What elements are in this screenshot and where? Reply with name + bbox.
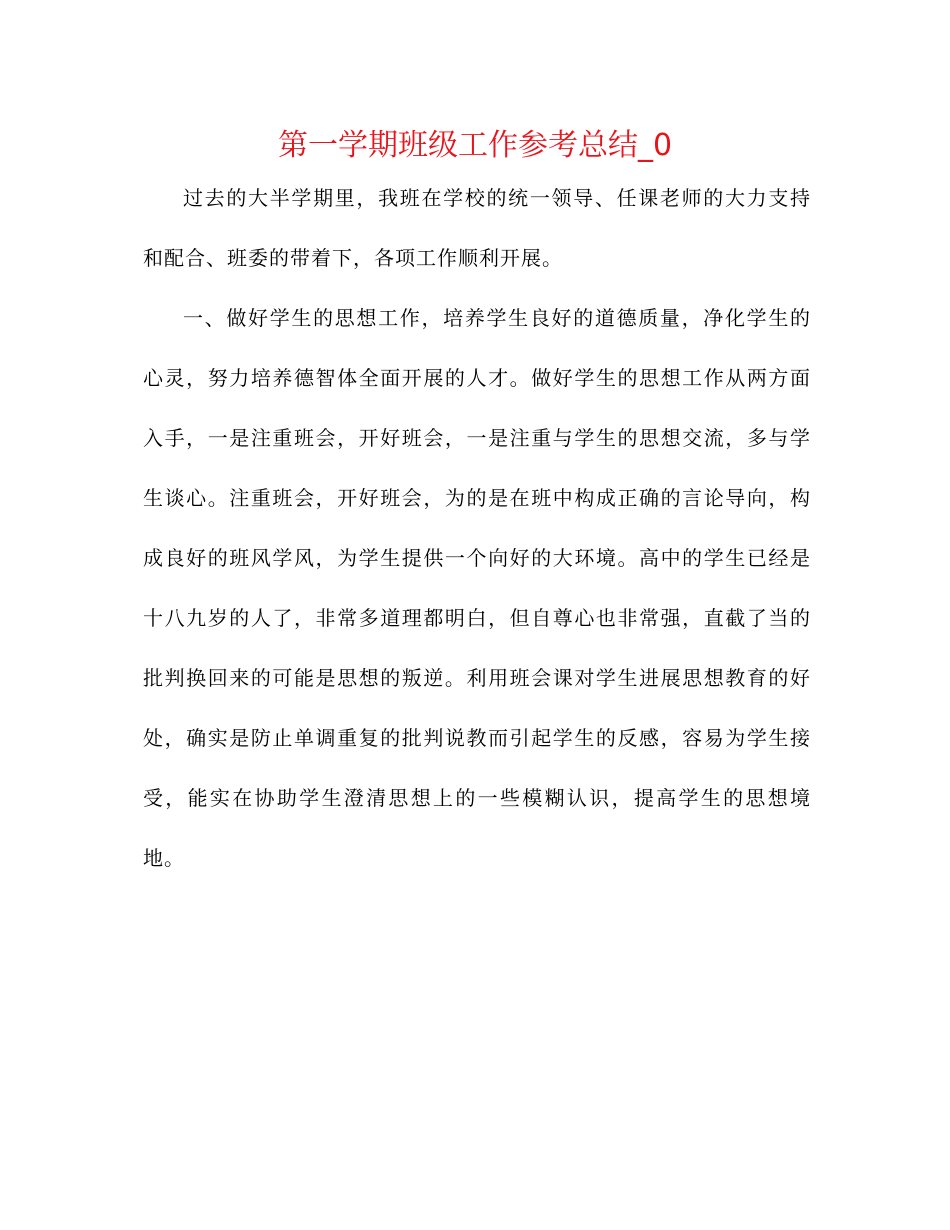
paragraph-intro: 过去的大半学期里，我班在学校的统一领导、任课老师的大力支持和配合、班委的带着下，各项工作顺利开展。 <box>143 186 811 270</box>
paragraph-section-1: 一、做好学生的思想工作，培养学生良好的道德质量，净化学生的心灵，努力培养德智体全面开展的人才。做好学生的思想工作从两方面入手，一是注重班会，开好班会，一是注重与学生的思想交流，多与学生谈心。注重班会，开好班会，为的是在班中构成正确的言论导向，构成良好的班风学风，为学生提供一个向好的大环境。高中的学生已经是十八九岁的人了，非常多道理都明白，但自尊心也非常强，直截了当的批判换回来的可能是思想的叛逆。利用班会课对学生进展思想教育的好处，确实是防止单调重复的批判说教而引起学生的反感，容易为学生接受，能实在协助学生澄清思想上的一些模糊认识，提高学生的思想境地。 <box>143 306 811 870</box>
document-title: 第一学期班级工作参考总结_0 <box>277 128 673 163</box>
document-body <box>143 168 811 888</box>
